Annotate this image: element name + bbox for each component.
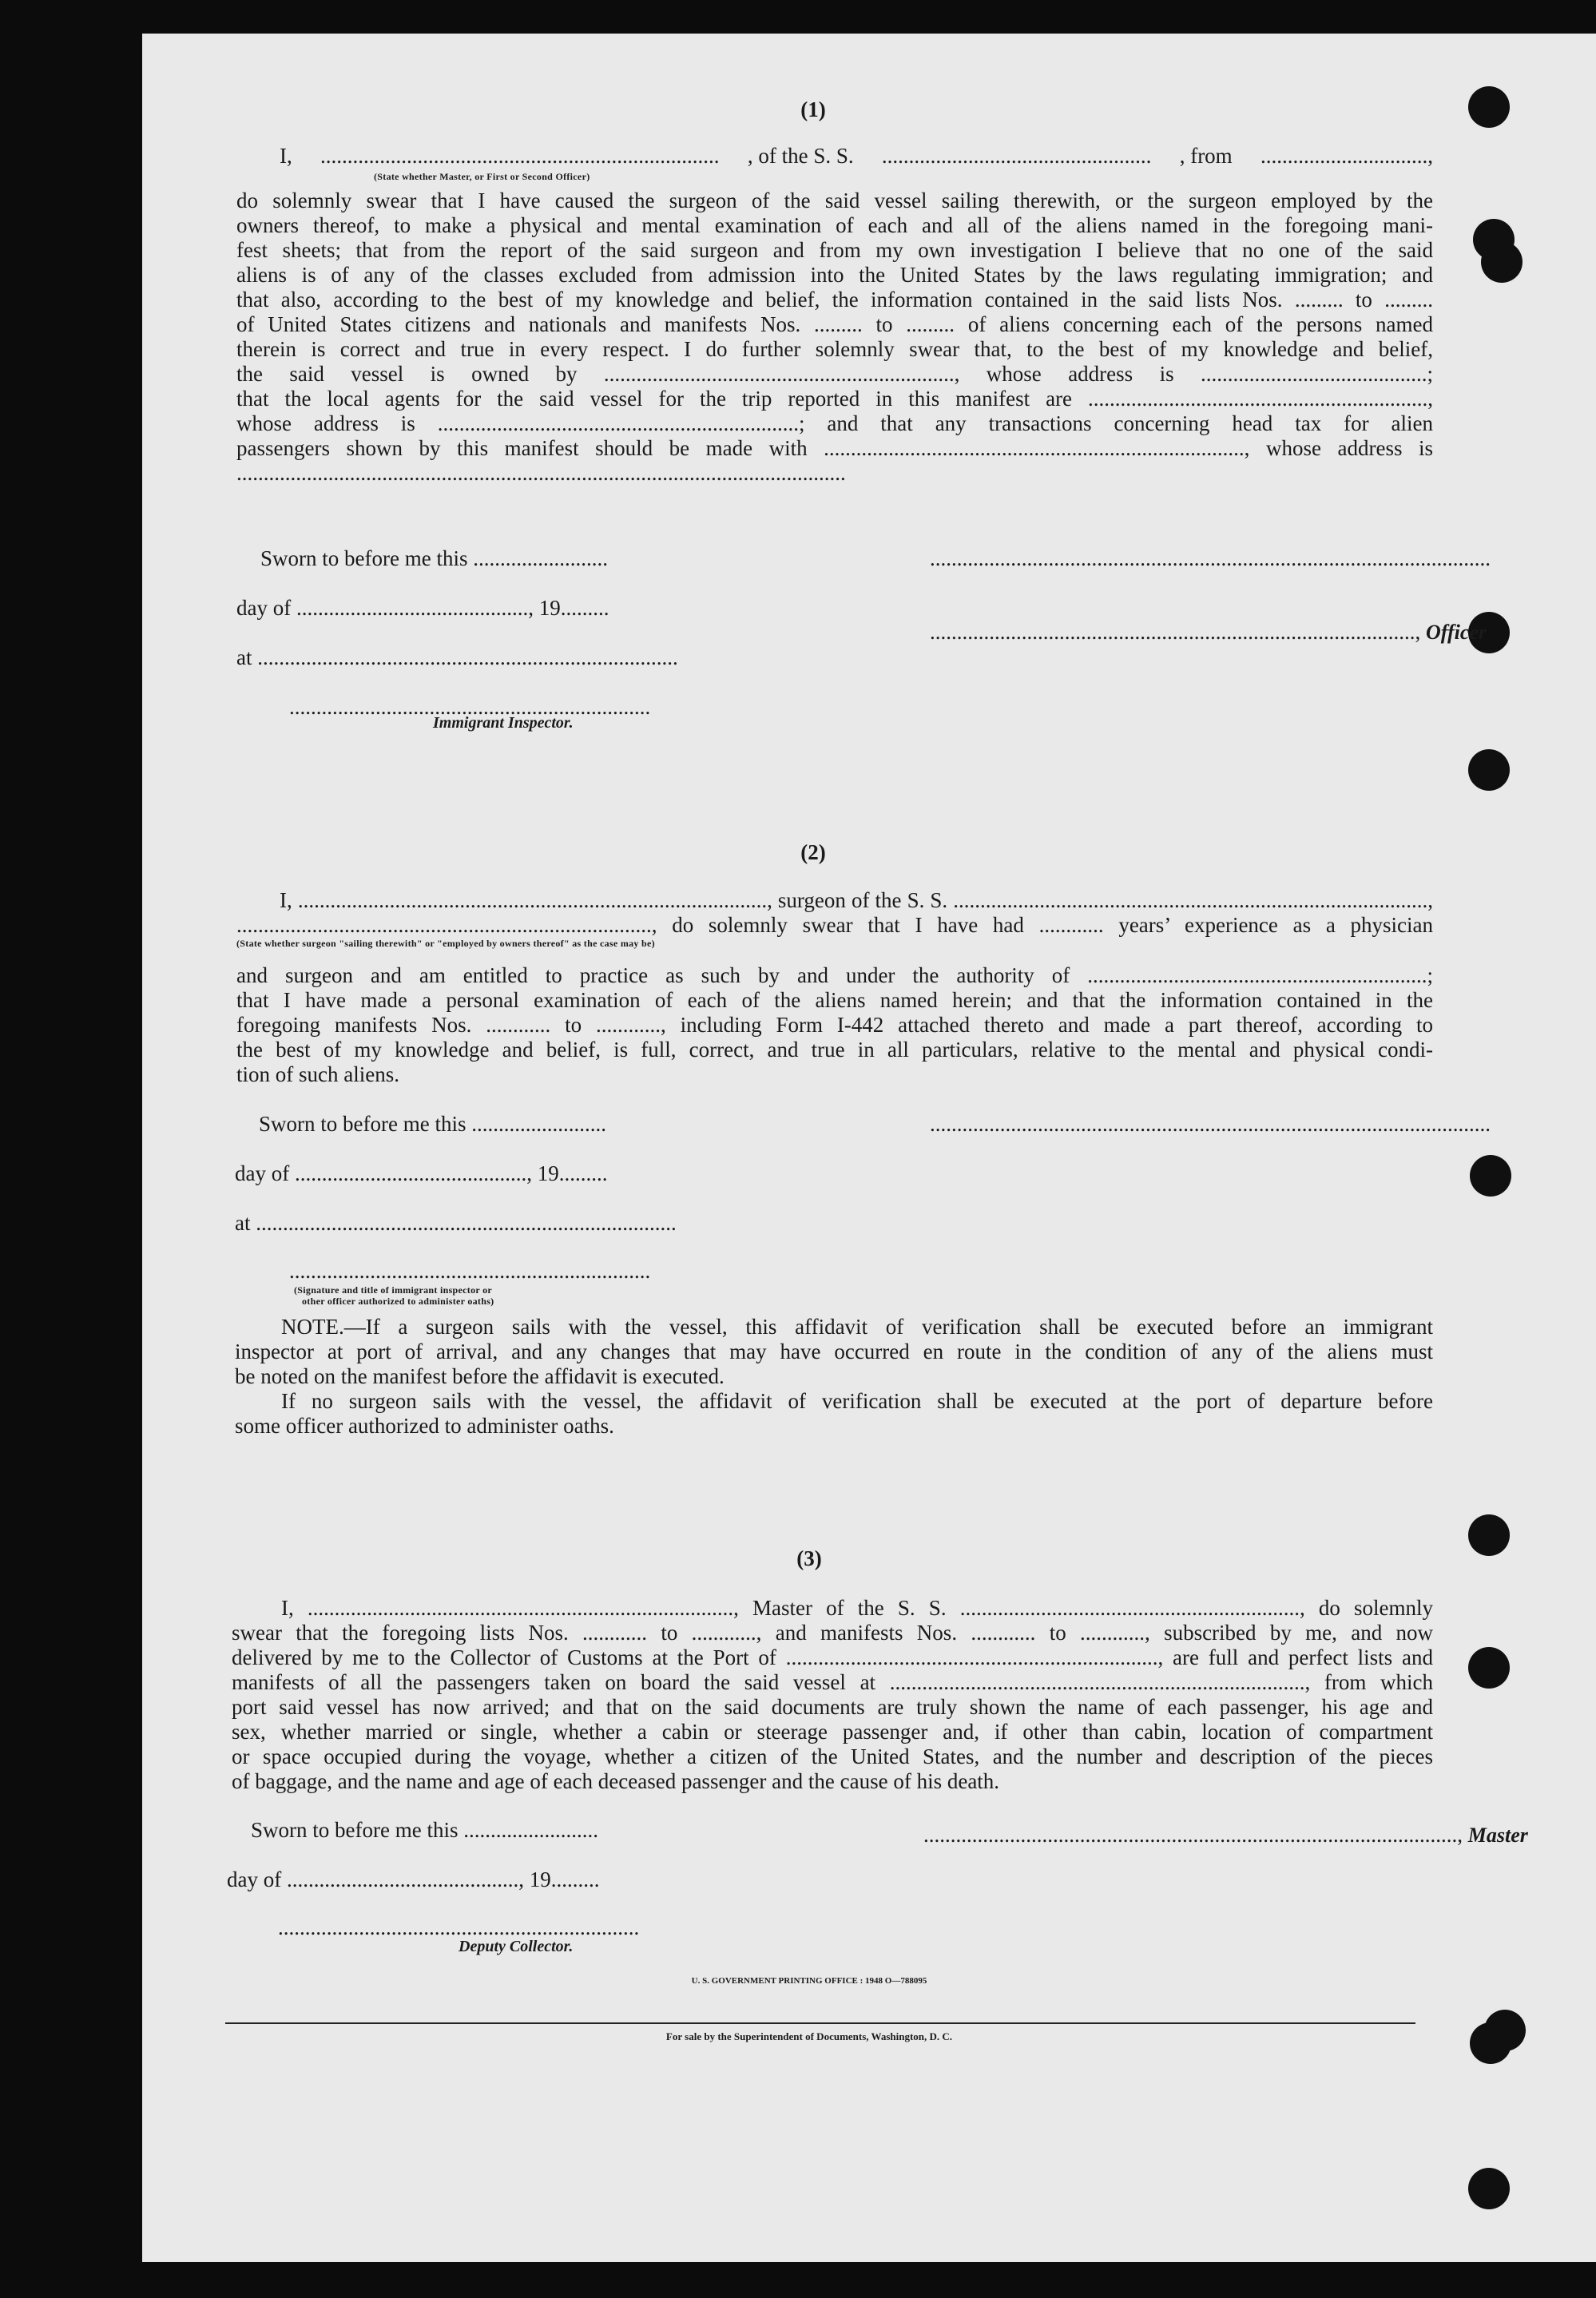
section-2-line: the best of my knowledge and belief, is full, correct, and true in all particulars, relative to the mental and physical condi- [236,1038,1433,1062]
binder-hole-icon [1468,1647,1510,1689]
section-1-sworn[interactable]: Sworn to before me this ......................... [260,546,608,570]
binder-hole-icon [1468,749,1510,791]
section-1-line: that also, according to the best of my knowledge and belief, the information contained in the said lists Nos. ......... to ......... [236,288,1433,312]
section-3-line[interactable]: manifests of all the passengers taken on board the said vessel at ............................................................................., from which [232,1670,1433,1694]
section-3-line: sex, whether married or single, whether a cabin or steerage passenger and, if other than cabin, location of compartment [232,1720,1433,1744]
printing-office-line: U. S. GOVERNMENT PRINTING OFFICE : 1948 O—788095 [691,1976,927,1986]
section-3-number: (3) [796,1546,822,1570]
section-2-line: that I have made a personal examination of each of the aliens named herein; and that the information contained in the [236,988,1433,1012]
section-3-line: port said vessel has now arrived; and that on the said documents are truly shown the name of each passenger, his age and [232,1695,1433,1719]
section-3-line: or space occupied during the voyage, whether a citizen of the United States, and the number and description of the pieces [232,1744,1433,1768]
section-2-line: and surgeon and am entitled to practice as such by and under the authority of ...............................................................; [236,963,1433,987]
section-2-oath-text [236,963,1433,1087]
section-3-master-label: Master [1467,1824,1528,1847]
section-2-line: foregoing manifests Nos. ............ to ............, including Form I-442 attached thereto and made a part thereof, according to [236,1013,1433,1037]
section-3-oath-text [232,1596,1433,1794]
section-2-sworn[interactable]: Sworn to before me this ......................... [259,1112,606,1136]
section-1-officer-line[interactable] [930,620,1487,645]
section-3-line: of baggage, and the name and age of each deceased passenger and the cause of his death. [232,1769,1000,1793]
section-2-inspector-note: other officer authorized to administer oaths) [302,1296,494,1307]
section-2-inspector-line[interactable]: ................................................................... [289,1259,651,1283]
section-1-line: that the local agents for the said vessel for the trip reported in this manifest are ..............................................................., [236,387,1433,411]
section-1-i: I, [280,144,292,168]
section-1-signature-line[interactable]: ........................................................................................................ [930,546,1491,570]
binder-hole-icon [1470,1155,1511,1197]
section-1-vessel-blank[interactable]: .................................................. [881,144,1152,168]
section-1-line: whose address is ...................................................................; and that any transactions concerning head tax for alien [236,411,1433,435]
section-1-line: of United States citizens and nationals and manifests Nos. ......... to ......... of aliens concerning each of the persons named [236,312,1433,336]
binder-hole-icon [1468,2168,1510,2209]
section-2-inspector-note: (Signature and title of immigrant inspector or [294,1284,493,1296]
section-3-sworn[interactable]: Sworn to before me this ......................... [251,1818,598,1842]
section-2-at[interactable]: at .............................................................................. [235,1211,677,1235]
section-1-day[interactable]: day of ..........................................., 19......... [236,596,609,620]
section-1-rank-blank[interactable]: .......................................................................... [320,144,720,168]
section-3-collector-line[interactable]: ................................................................... [278,1915,640,1939]
binder-hole-icon [1484,2010,1526,2051]
binder-hole-icon [1481,241,1523,283]
section-1-line: owners thereof, to make a physical and mental examination of each and all of the aliens named in the foregoing mani- [236,213,1433,237]
section-1-at[interactable]: at .............................................................................. [236,645,678,669]
section-1-number: (1) [800,97,826,121]
section-3-master-blank[interactable]: ..................................................................................................., [923,1823,1468,1847]
section-2-note-line: If no surgeon sails with the vessel, the affidavit of verification shall be executed at the port of departure before [281,1389,1433,1413]
section-3-collector-label: Deputy Collector. [459,1938,574,1955]
footer-rule [225,2022,1415,2024]
section-1-oath-text [236,189,1433,486]
section-2-number: (2) [800,840,826,864]
section-1-from-blank[interactable]: ..............................., [1260,144,1433,168]
section-1-line: do solemnly swear that I have caused the surgeon of the said vessel sailing therewith, or the surgeon employed by the [236,189,1433,212]
section-2-note-line: inspector at port of arrival, and any changes that may have occurred en route in the condition of any of the aliens must [235,1340,1433,1363]
section-1-inspector-label: Immigrant Inspector. [433,714,574,732]
section-1-line: ................................................................................................................. [236,461,846,485]
section-2-day[interactable]: day of ..........................................., 19......... [235,1161,608,1185]
section-1-officer-label: Officer [1426,621,1487,644]
section-3-master-line[interactable] [923,1823,1528,1848]
section-1-line: fest sheets; that from the report of the said surgeon and from my own investigation I believe that no one of the said [236,238,1433,262]
section-1-line: the said vessel is owned by ................................................................., whose address is ..........................................; [236,362,1433,386]
section-2-surgeon-note: (State whether surgeon "sailing therewith" or "employed by owners thereof" as the case may be) [236,938,655,949]
section-1-line: therein is correct and true in every respect. I do further solemnly swear that, to the best of my knowledge and belief, [236,337,1433,361]
section-1-rank-note: (State whether Master, or First or Second Officer) [374,171,590,182]
section-2-note-line: NOTE.—If a surgeon sails with the vessel, this affidavit of verification shall be executed before an immigrant [281,1315,1433,1339]
section-2-note-text [235,1315,1433,1439]
section-3-line[interactable]: swear that the foregoing lists Nos. ............ to ............, and manifests Nos. ............ to ............, subscribed by me, and now [232,1621,1433,1645]
section-1-inspector-line[interactable]: ................................................................... [289,695,651,719]
section-2-line: tion of such aliens. [236,1062,399,1086]
section-3-line[interactable]: delivered by me to the Collector of Customs at the Port of ....................................................................., are full and perfect lists and [232,1645,1433,1669]
section-1-of-ss: , of the S. S. [747,144,854,168]
section-1-line: aliens is of any of the classes excluded from admission into the United States by the laws regulating immigration; and [236,263,1433,287]
section-1-line: passengers shown by this manifest should be made with .............................................................................., whose address is [236,436,1433,460]
section-1-officer-blank[interactable]: .........................................................................................., [930,620,1426,644]
section-3-day[interactable]: day of ..........................................., 19......... [227,1867,600,1891]
form-page [142,34,1596,2262]
section-2-line[interactable]: ............................................................................., do solemnly swear that I have had ............ years’ experience as a physician [236,913,1433,937]
section-2-note-line: be noted on the manifest before the affidavit is executed. [235,1364,725,1388]
footer-sale-line: For sale by the Superintendent of Documents, Washington, D. C. [665,2030,953,2042]
section-2-signature-line[interactable]: ........................................................................................................ [930,1112,1491,1136]
section-2-first-lines [236,888,1433,938]
section-3-line[interactable]: I, ..............................................................................., Master of the S. S. ..............................................................., do solemnly [281,1596,1433,1620]
section-1-from: , from [1179,144,1233,168]
section-2-line[interactable]: I, ......................................................................................., surgeon of the S. S. ........................................................................................, [280,888,1433,912]
section-2-note-line: some officer authorized to administer oaths. [235,1414,614,1438]
section-1-first-line [280,144,1433,169]
